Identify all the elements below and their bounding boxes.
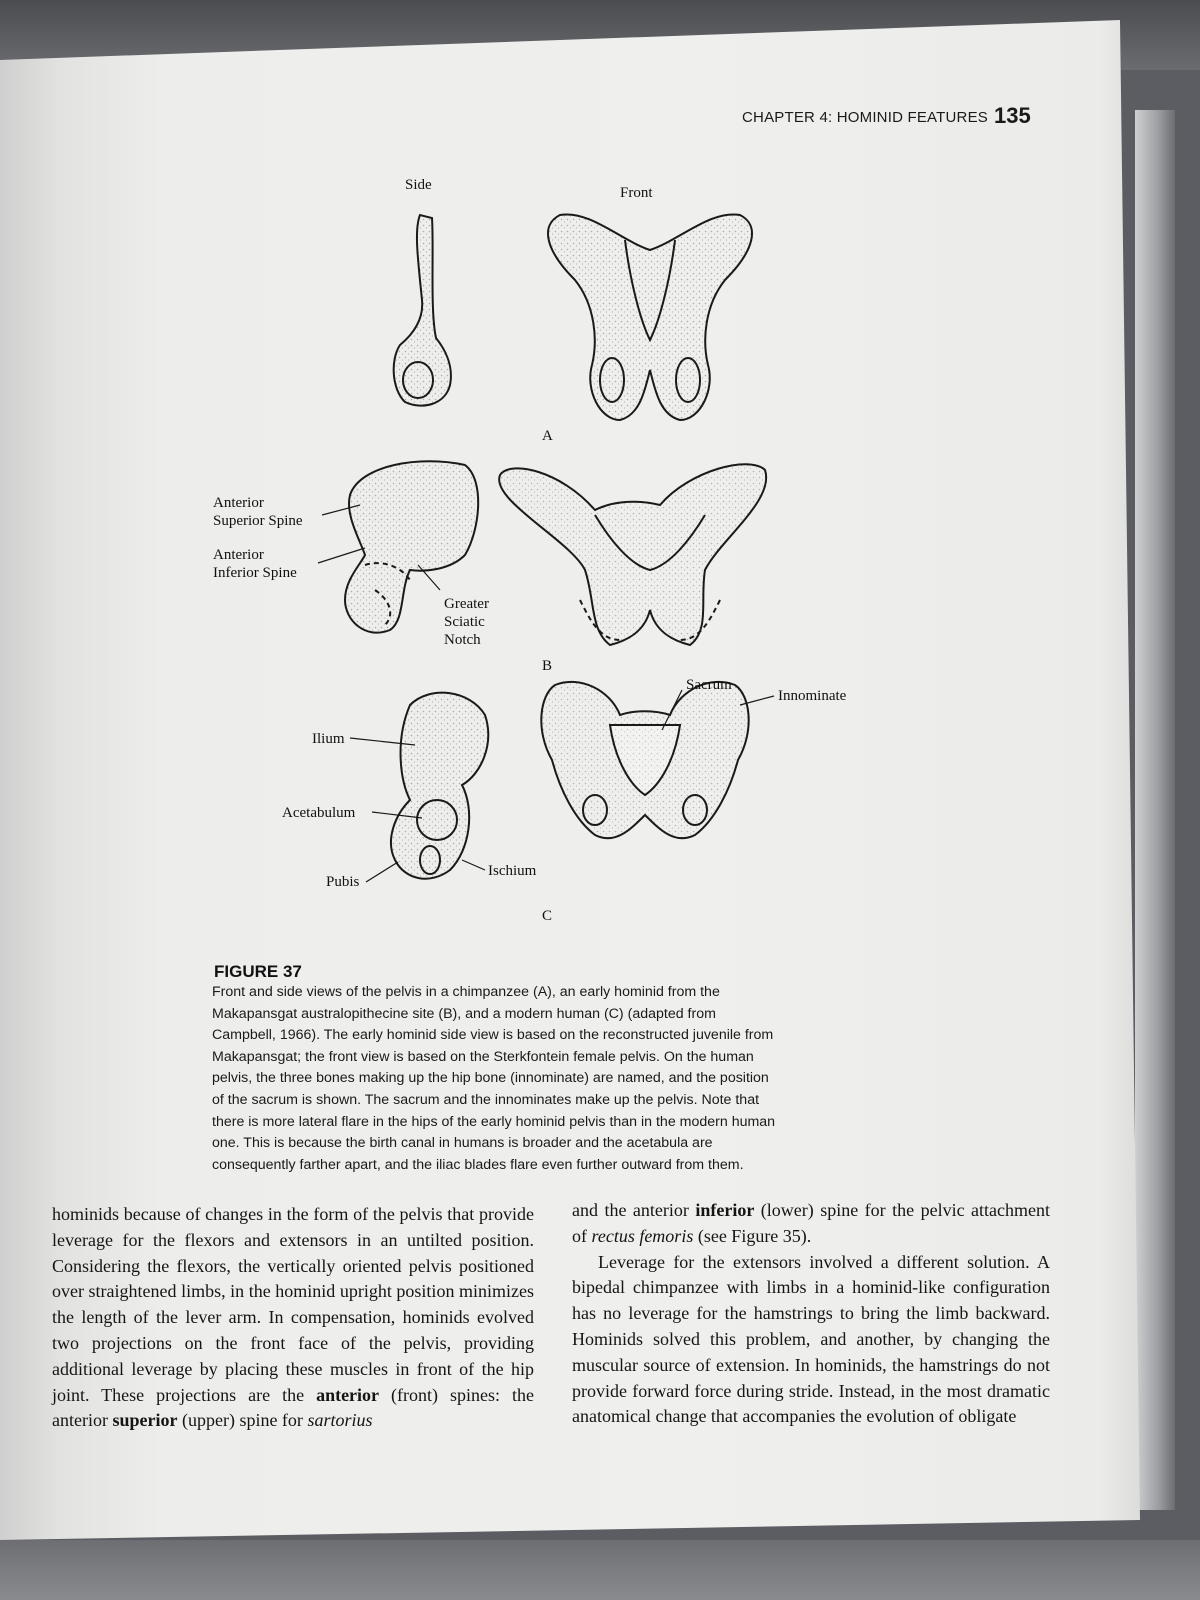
label-line: Anterior: [213, 495, 264, 511]
body-italic-term: rectus femoris: [591, 1225, 694, 1246]
paragraph-2: Leverage for the extensors involved a different solution. A bipedal chimpanzee with limbs in a hominid-like configuration has no leverage for the hamstrings to bring the limb backward. Hominids solved this problem, and another, by changing the muscular source of extension. In hominids, the hamstrings do not provide forward force during stride. Instead, in the most dramatic anatomical change that accompanies the evolution of obligate: [572, 1251, 1050, 1427]
body-text: and the anterior: [572, 1200, 696, 1220]
body-text: (front) spines: the anterior: [52, 1384, 534, 1431]
chapter-title: CHAPTER 4: HOMINID FEATURES: [742, 109, 988, 126]
body-text: (lower) spine for the pelvic attachment of: [572, 1200, 1050, 1246]
body-text: (see Figure 35).: [693, 1225, 812, 1246]
running-header: [742, 103, 1042, 133]
label-line: Inferior Spine: [213, 565, 297, 581]
acetabulum-label: Acetabulum: [282, 805, 356, 821]
caption-line: one. This is because the birth canal in humans is broader and the acetabula are: [212, 1135, 713, 1152]
figure-37-illustration: [200, 170, 880, 950]
body-bold-term: superior: [112, 1410, 178, 1431]
ilium-label: Ilium: [312, 731, 345, 747]
hominid-front-pelvis: [499, 464, 766, 645]
label-line: Greater: [444, 596, 489, 612]
sacrum-label: Sacrum: [686, 677, 732, 693]
human-side-pelvis: [391, 693, 488, 879]
caption-line: there is more lateral flare in the hips of the early hominid pelvis than in the modern human: [212, 1113, 776, 1130]
greater-sciatic-notch-label: [444, 595, 489, 649]
label-line: Superior Spine: [213, 513, 303, 529]
body-bold-term: anterior: [316, 1384, 380, 1405]
caption-line: of the sacrum is shown. The sacrum and the innominates make up the pelvis. Note that: [212, 1091, 760, 1108]
figure-caption: [212, 982, 872, 1176]
body-bold-term: inferior: [695, 1200, 755, 1220]
figure-caption-title: FIGURE 37: [214, 962, 302, 981]
label-line: Sciatic: [444, 614, 485, 630]
chimp-side-pelvis: [394, 215, 451, 406]
front-view-label: Front: [620, 185, 653, 201]
label-line: Notch: [444, 632, 481, 648]
caption-line: Makapansgat; the front view is based on the Sterkfontein female pelvis. On the human: [212, 1048, 754, 1065]
pelvis-drawings: [200, 170, 880, 950]
caption-line: pelvis, the three bones making up the hip bone (innominate) are named, and the position: [212, 1070, 769, 1087]
human-front-pelvis: [541, 682, 748, 838]
background-bottom: [0, 1540, 1200, 1600]
caption-line: Front and side views of the pelvis in a chimpanzee (A), an early hominid from the: [212, 984, 720, 1000]
label-line: Anterior: [213, 547, 264, 563]
caption-line: Campbell, 1966). The early hominid side view is based on the reconstructed juvenile from: [212, 1027, 774, 1044]
chimp-front-pelvis: [548, 214, 752, 420]
panel-letter-a: A: [542, 428, 553, 444]
anterior-superior-spine-label: [213, 494, 303, 530]
body-italic-term: sartorius: [307, 1410, 373, 1431]
panel-letter-c: C: [542, 908, 553, 924]
page-number: 135: [994, 103, 1031, 128]
caption-line: Makapansgat australopithecine site (B), and a modern human (C) (adapted from: [212, 1005, 716, 1022]
panel-letter-b: B: [542, 658, 553, 674]
body-column-left: [52, 1202, 534, 1434]
body-text: (upper) spine for: [177, 1410, 308, 1431]
body-column-right: [572, 1198, 1050, 1430]
body-text: hominids because of changes in the form of the pelvis that provide leverage for the flexors and extensors in an untilted position. Considering the flexors, the vertically oriented pelvis positioned over straightened limbs, in the hominid upright position minimizes the length of the lever arm. In compensation, hominids evolved two projections on the front face of the pelvis, providing additional leverage by placing these muscles in front of the hip joint. These projections are the: [52, 1204, 534, 1405]
caption-line: consequently farther apart, and the iliac blades flare even further outward from them.: [212, 1156, 744, 1173]
paragraph-1: [572, 1198, 1050, 1250]
anterior-inferior-spine-label: [213, 546, 297, 582]
page-edge: [1135, 110, 1175, 1510]
pubis-label: Pubis: [326, 874, 360, 890]
innominate-label: Innominate: [778, 688, 847, 704]
side-view-label: Side: [405, 177, 432, 193]
ischium-label: Ischium: [488, 863, 537, 879]
